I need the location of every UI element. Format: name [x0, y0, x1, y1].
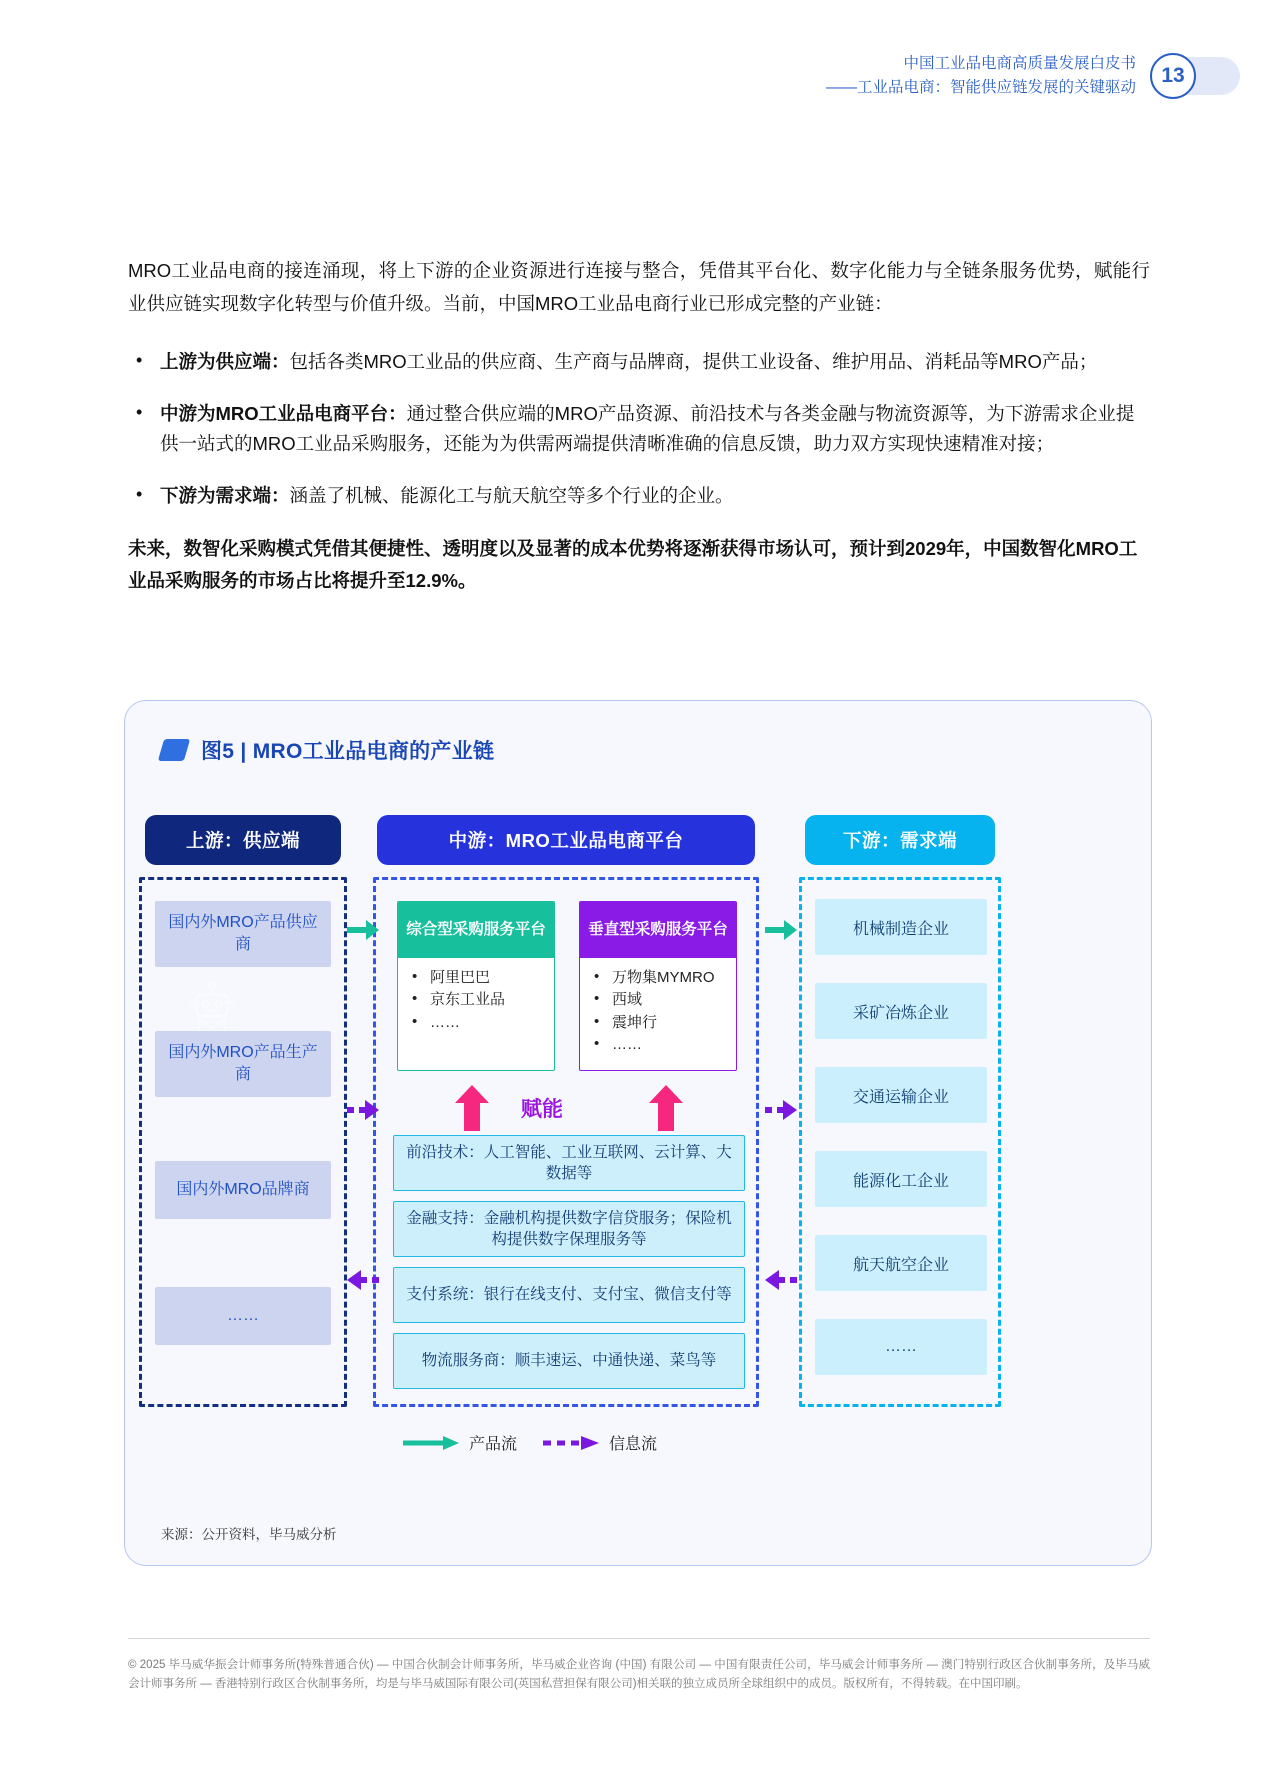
platform-comprehensive-title: 综合型采购服务平台 — [398, 902, 554, 958]
enable-label: 赋能 — [521, 1098, 563, 1121]
diamond-marker-icon — [158, 739, 190, 761]
upstream-item-manufacturer: 国内外MRO产品生产商 — [155, 1031, 331, 1097]
page-number-group — [1150, 53, 1240, 99]
upstream-item-supplier: 国内外MRO产品供应商 — [155, 901, 331, 967]
product-flow-icon — [403, 1435, 459, 1451]
info-flow-arrow-right — [765, 1097, 797, 1123]
upstream-item-more: …… — [155, 1287, 331, 1345]
enabler-finance: 金融支持：金融机构提供数字信贷服务；保险机构提供数字保理服务等 — [393, 1201, 745, 1257]
legend-item-info-flow — [543, 1431, 657, 1454]
legend-label: 产品流 — [469, 1436, 518, 1453]
platform-vertical-list — [580, 958, 736, 1066]
figure-card — [124, 700, 1152, 1566]
figure-title — [161, 735, 494, 765]
list-item — [128, 481, 1150, 511]
platform-vertical-title: 垂直型采购服务平台 — [580, 902, 736, 958]
enabler-technology: 前沿技术：人工智能、工业互联网、云计算、大数据等 — [393, 1135, 745, 1191]
bullet-label: 下游为需求端： — [160, 484, 290, 506]
up-arrow-icon — [649, 1085, 683, 1131]
enabler-payment: 支付系统：银行在线支付、支付宝、微信支付等 — [393, 1267, 745, 1323]
header-title-line1: 中国工业品电商高质量发展白皮书 — [903, 55, 1136, 72]
list-item — [128, 347, 1150, 377]
downstream-item-machinery: 机械制造企业 — [815, 899, 987, 955]
header-title — [826, 52, 1136, 99]
bullet-text: 涵盖了机械、能源化工与航天航空等多个行业的企业。 — [289, 484, 734, 506]
bullet-text: 包括各类MRO工业品的供应商、生产商与品牌商，提供工业设备、维护用品、消耗品等MRO产品； — [289, 350, 1098, 372]
figure-source: 来源：公开资料，毕马威分析 — [161, 1527, 337, 1542]
list-item: • 京东工业品 — [408, 989, 546, 1010]
midstream-header: 中游：MRO工业品电商平台 — [377, 815, 755, 865]
legend-item-product-flow — [403, 1431, 517, 1454]
list-item: • 万物集MYMRO — [590, 967, 728, 988]
downstream-item-energy: 能源化工企业 — [815, 1151, 987, 1207]
intro-paragraph: MRO工业品电商的接连涌现，将上下游的企业资源进行连接与整合，凭借其平台化、数字化能力与全链条服务优势，赋能行业供应链实现数字化转型与价值升级。当前，中国MRO工业品电商行业已形成完整的产业链： — [128, 260, 1150, 314]
downstream-item-mining: 采矿冶炼企业 — [815, 983, 987, 1039]
list-item — [128, 399, 1150, 459]
platform-comprehensive — [397, 901, 555, 1071]
platform-vertical — [579, 901, 737, 1071]
info-flow-icon — [543, 1435, 599, 1451]
info-flow-arrow-left — [347, 1097, 379, 1123]
downstream-item-transport: 交通运输企业 — [815, 1067, 987, 1123]
info-flow-arrow-back-right — [765, 1267, 797, 1293]
legend — [403, 1431, 657, 1454]
info-flow-arrow-back-left — [347, 1267, 379, 1293]
downstream-item-more: …… — [815, 1319, 987, 1375]
robot-icon — [181, 979, 243, 1037]
footer-divider — [128, 1638, 1150, 1639]
bullet-text: 通过整合供应端的MRO产品资源、前沿技术与各类金融与物流资源等，为下游需求企业提供一站式的MRO工业品采购服务，还能为为供需两端提供清晰准确的信息反馈，助力双方实现快速精准对接； — [160, 402, 1135, 454]
downstream-header: 下游：需求端 — [805, 815, 995, 865]
list-item: • …… — [590, 1034, 728, 1055]
page-number: 13 — [1150, 53, 1196, 99]
upstream-item-brand: 国内外MRO品牌商 — [155, 1161, 331, 1219]
downstream-item-aerospace: 航天航空企业 — [815, 1235, 987, 1291]
list-item: • 西域 — [590, 989, 728, 1010]
closing-paragraph: 未来，数智化采购模式凭借其便捷性、透明度以及显著的成本优势将逐渐获得市场认可，预计到2029年，中国数智化MRO工业品采购服务的市场占比将提升至12.9%。 — [128, 537, 1138, 591]
up-arrow-icon — [455, 1085, 489, 1131]
figure-title-text: 图5 | MRO工业品电商的产业链 — [201, 740, 495, 763]
product-flow-arrow-right — [765, 917, 797, 943]
list-item: • 阿里巴巴 — [408, 967, 546, 988]
list-item: • …… — [408, 1012, 546, 1033]
bullet-label: 上游为供应端： — [160, 350, 290, 372]
header-title-line2: ——工业品电商：智能供应链发展的关键驱动 — [825, 78, 1136, 96]
supply-chain-diagram — [125, 797, 1151, 1527]
list-item: • 震坤行 — [590, 1012, 728, 1033]
platform-comprehensive-list — [398, 958, 554, 1044]
footer-text: © 2025 毕马威华振会计师事务所(特殊普通合伙) — 中国合伙制会计师事务所，毕马威企业咨询 (中国) 有限公司 — 中国有限责任公司，毕马威会计师事务所 — 澳门特别行政区合伙制事务所，及毕马威会计师事务所 — 香港特别行政区合伙制事务所，均是与毕马威国际有限公司(英国私营担保有限公司)相关联的独立成员所全球组织中的成员。版权所有，不得转载。在中国印刷。 — [128, 1659, 1150, 1690]
legend-label: 信息流 — [609, 1436, 658, 1453]
bullet-label: 中游为MRO工业品电商平台： — [160, 402, 407, 424]
upstream-header: 上游：供应端 — [145, 815, 341, 865]
product-flow-arrow-left — [347, 917, 379, 943]
main-content — [128, 255, 1150, 597]
enable-row — [373, 1083, 759, 1133]
bullet-list — [128, 347, 1150, 511]
page-header — [826, 52, 1240, 99]
enabler-logistics: 物流服务商：顺丰速运、中通快递、菜鸟等 — [393, 1333, 745, 1389]
